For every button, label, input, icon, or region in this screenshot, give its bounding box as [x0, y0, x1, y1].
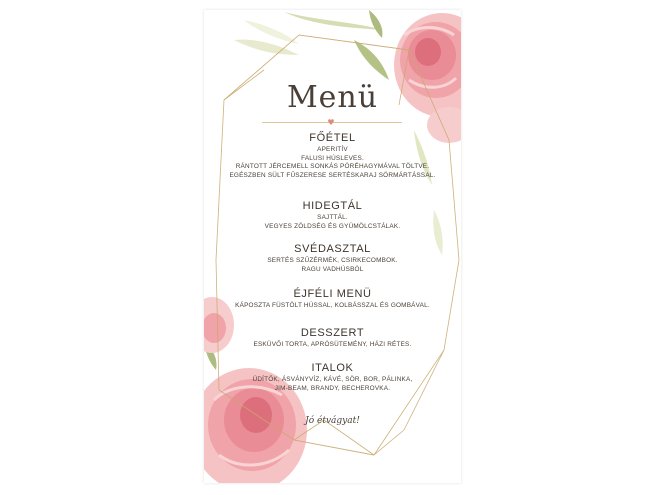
- section-heading: ITALOK: [311, 362, 354, 374]
- section-heading: DESSZERT: [300, 327, 365, 339]
- section-heading: SVÉDASZTAL: [294, 243, 371, 255]
- section-buffet: [204, 243, 461, 274]
- menu-title: Menü: [286, 80, 379, 115]
- menu-item: FALUSI HÚSLEVES.: [301, 154, 364, 162]
- section-drinks: [204, 362, 461, 393]
- section-main-course: [204, 132, 461, 180]
- menu-item: RÁNTOTT JÉRCEMELL SONKÁS PÓRÉHAGYMÁVAL TÖLTVE.: [235, 163, 430, 171]
- menu-card: [204, 10, 461, 483]
- menu-item: JIM-BEAM, BRANDY, BECHEROVKA.: [274, 384, 391, 392]
- menu-item: SERTÉS SZŰZÉRMÉK, CSIRKECOMBOK.: [267, 257, 398, 264]
- menu-item: ESKÜVŐI TORTA, APRÓSÜTEMÉNY, HÁZI RÉTES.: [253, 341, 412, 348]
- section-heading: HIDEGTÁL: [302, 200, 363, 212]
- menu-item: RAGU VADHÚSBÓL: [301, 265, 364, 273]
- section-dessert: [204, 327, 461, 350]
- section-cold-plates: [204, 200, 461, 231]
- section-midnight-menu: [204, 288, 461, 311]
- menu-item: EGÉSZBEN SÜLT FŰSZERESE SERTÉSKARAJ SÖRMÁRTÁSSAL.: [229, 171, 436, 179]
- section-heading: ÉJFÉLI MENÜ: [293, 288, 372, 300]
- section-heading: FŐÉTEL: [309, 132, 356, 144]
- menu-item: ÜDÍTŐK, ÁSVÁNYVÍZ, KÁVÉ, SÖR, BOR, PÁLINKA,: [252, 376, 413, 383]
- menu-item: SAJTTÁL.: [317, 214, 348, 221]
- menu-item: KÁPOSZTA FÜSTÖLT HÚSSAL, KOLBÁSSZAL ÉS GOMBÁVAL.: [235, 302, 430, 309]
- heart-icon: ♥: [327, 118, 335, 127]
- menu-item: VEGYES ZÖLDSÉG ÉS GYÜMÖLCSTÁLAK.: [264, 222, 401, 230]
- closing-greeting: Jó étvágyat!: [305, 416, 360, 426]
- menu-item: APERITÍV: [317, 146, 348, 153]
